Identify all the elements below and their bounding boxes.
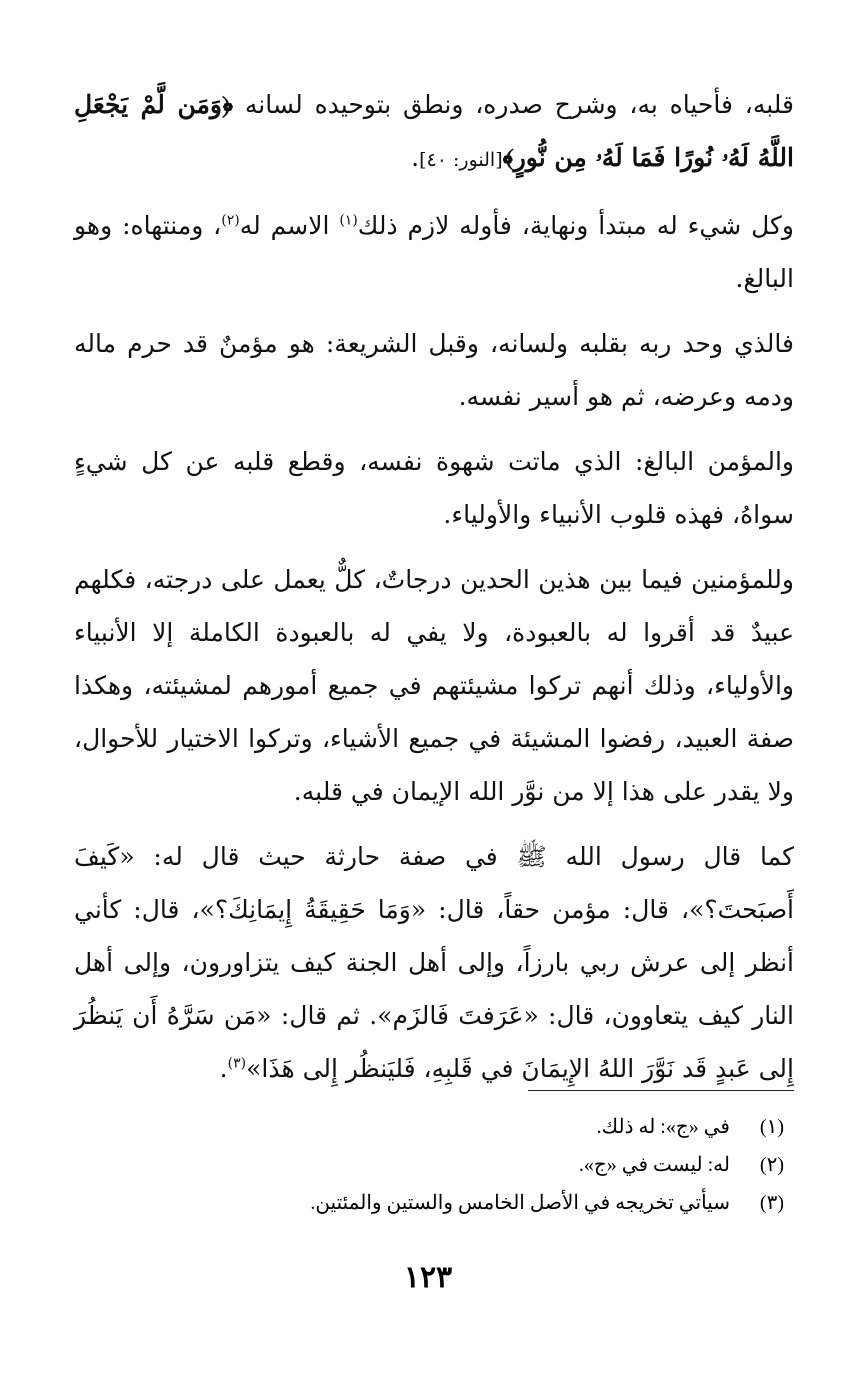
verse-reference: [النور: ٤٠] bbox=[419, 149, 503, 171]
footnote-number: (١) bbox=[759, 1116, 784, 1138]
footnote-ref-2: (٢) bbox=[221, 212, 240, 229]
paragraph-2 bbox=[74, 199, 794, 305]
paragraph-3: فالذي وحد ربه بقلبه ولسانه، وقبل الشريعة: هو مؤمنٌ قد حرم ماله ودمه وعرضه، ثم هو أسير نفسه. bbox=[74, 329, 794, 411]
paragraph-2-part-b: الاسم له bbox=[239, 211, 340, 240]
paragraph-1-end: . bbox=[411, 143, 420, 172]
footnote-3 bbox=[84, 1184, 784, 1222]
footnote-text: في «ج»: له ذلك. bbox=[596, 1116, 730, 1138]
footnotes bbox=[84, 1108, 784, 1222]
paragraph-6-text: كما قال رسول الله ﷺ في صفة حارثة حيث قال له: «كَيفَ أَصبَحتَ؟»، قال: مؤمن حقاً، قال: «وَمَا حَقِيقَةُ إِيمَانِكَ؟»، قال: كأني أنظر إلى عرش ربي بارزاً، وإلى أهل الجنة كيف يتزاورون، وإلى أهل النار كيف يتعاوون، قال: «عَرَفتَ فَالزَم». ثم قال: «مَن سَرَّهُ أَن يَنظُرَ إِلى عَبدٍ قَد نَوَّرَ اللهُ الإِيمَانَ في قَلبِهِ، فَليَنظُر إِلى هَذَا» bbox=[74, 842, 794, 1083]
paragraph-4: والمؤمن البالغ: الذي ماتت شهوة نفسه، وقطع قلبه عن كل شيءٍ سواهُ، فهذه قلوب الأنبياء والأولياء. bbox=[74, 447, 794, 529]
paragraph-6 bbox=[74, 830, 794, 1095]
paragraph-2-part-a: وكل شيء له مبتدأ ونهاية، فأوله لازم ذلك bbox=[357, 211, 794, 240]
paragraph-1-text: قلبه، فأحياه به، وشرح صدره، ونطق بتوحيده لسانه bbox=[233, 90, 794, 119]
paragraph-6-end: . bbox=[219, 1054, 228, 1083]
paragraph-2-part-c: ، ومنتهاه: وهو البالغ. bbox=[74, 211, 794, 293]
quran-verse: ﴿وَمَن لَّمْ يَجْعَلِ اللَّهُ لَهُۥ نُورًا فَمَا لَهُۥ مِن نُّورٍ﴾ bbox=[74, 90, 794, 172]
footnote-text: سيأتي تخريجه في الأصل الخامس والستين والمئتين. bbox=[310, 1192, 730, 1214]
footnote-1 bbox=[84, 1108, 784, 1146]
footnote-number: (٢) bbox=[759, 1154, 784, 1176]
paragraph-1 bbox=[74, 78, 794, 187]
footnote-ref-1: (١) bbox=[339, 212, 358, 229]
footnote-divider bbox=[528, 1090, 794, 1091]
footnote-text: له: ليست في «ج». bbox=[578, 1154, 730, 1176]
paragraph-5: وللمؤمنين فيما بين هذين الحدين درجاتٌ، كلٌّ يعمل على درجته، فكلهم عبيدٌ قد أقروا له بالعبودة، ولا يفي له بالعبودة الكاملة إلا الأنبياء والأولياء، وذلك أنهم تركوا مشيئتهم في جميع أمورهم لمشيئته، وهكذا صفة العبيد، رفضوا المشيئة في جميع الأشياء، وتركوا الاختيار للأحوال، ولا يقدر على هذا إلا من نوَّر الله الإيمان في قلبه. bbox=[74, 565, 794, 806]
footnote-ref-3: (٣) bbox=[227, 1055, 247, 1072]
page-number: ١٢٣ bbox=[403, 1261, 453, 1294]
footnote-2 bbox=[84, 1146, 784, 1184]
footnote-number: (٣) bbox=[759, 1192, 784, 1214]
